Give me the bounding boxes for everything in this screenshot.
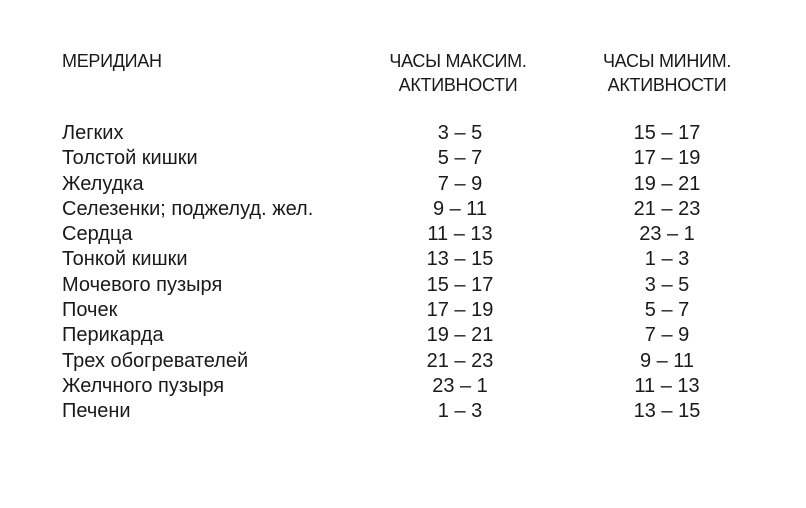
table-row <box>0 146 806 171</box>
header-max-line1: ЧАСЫ МАКСИМ. <box>389 51 527 71</box>
table-row <box>0 121 806 146</box>
table-row <box>0 374 806 399</box>
min-hours-cell: 3 – 5 <box>644 273 690 296</box>
meridian-cell: Печени <box>62 400 131 423</box>
table-row <box>0 298 806 323</box>
max-hours-cell: 3 – 5 <box>437 122 483 144</box>
min-hours-cell: 13 – 15 <box>633 400 701 423</box>
table-row <box>0 273 806 298</box>
meridian-cell: Почек <box>62 299 118 322</box>
meridian-cell: Желудка <box>62 172 144 195</box>
table-body <box>0 121 806 425</box>
meridian-cell: Трех обогревателей <box>62 349 249 372</box>
max-hours-cell: 5 – 7 <box>437 147 483 170</box>
table-row <box>0 323 806 348</box>
meridian-cell: Толстой кишки <box>62 147 198 170</box>
table-row <box>0 247 806 272</box>
header-min-line2: АКТИВНОСТИ <box>607 75 727 95</box>
table-row <box>0 399 806 424</box>
max-hours-cell: 7 – 9 <box>437 172 483 195</box>
max-hours-cell: 9 – 11 <box>432 197 488 220</box>
meridian-cell: Селезенки; поджелуд. жел. <box>62 197 314 220</box>
min-hours-cell: 19 – 21 <box>633 172 701 195</box>
header-min-activity <box>603 49 731 97</box>
meridian-cell: Легких <box>62 122 124 144</box>
meridian-cell: Перикарда <box>62 324 164 347</box>
max-hours-cell: 1 – 3 <box>437 400 483 423</box>
max-hours-cell: 19 – 21 <box>426 324 494 347</box>
header-min-line1: ЧАСЫ МИНИМ. <box>602 51 732 71</box>
table-row <box>0 172 806 197</box>
max-hours-cell: 13 – 15 <box>426 248 494 271</box>
min-hours-cell: 15 – 17 <box>633 122 701 144</box>
header-meridian: МЕРИДИАН <box>62 51 162 71</box>
header-max-activity <box>389 49 526 97</box>
min-hours-cell: 21 – 23 <box>633 197 701 220</box>
table-row <box>0 197 806 222</box>
table-row <box>0 349 806 374</box>
table-header <box>0 49 806 101</box>
max-hours-cell: 15 – 17 <box>426 273 494 296</box>
min-hours-cell: 1 – 3 <box>644 248 690 271</box>
min-hours-cell: 7 – 9 <box>644 324 690 347</box>
max-hours-cell: 17 – 19 <box>426 299 494 322</box>
table-row <box>0 222 806 247</box>
min-hours-cell: 23 – 1 <box>639 223 695 246</box>
min-hours-cell: 5 – 7 <box>644 299 690 322</box>
meridian-cell: Мочевого пузыря <box>62 273 223 296</box>
meridian-cell: Желчного пузыря <box>62 374 225 397</box>
meridian-cell: Сердца <box>62 223 133 246</box>
min-hours-cell: 17 – 19 <box>633 147 701 170</box>
max-hours-cell: 21 – 23 <box>426 349 494 372</box>
header-max-line2: АКТИВНОСТИ <box>398 75 518 95</box>
max-hours-cell: 11 – 13 <box>427 223 493 246</box>
min-hours-cell: 9 – 11 <box>639 349 695 372</box>
meridian-cell: Тонкой кишки <box>62 248 188 271</box>
max-hours-cell: 23 – 1 <box>432 374 488 397</box>
min-hours-cell: 11 – 13 <box>634 374 700 397</box>
